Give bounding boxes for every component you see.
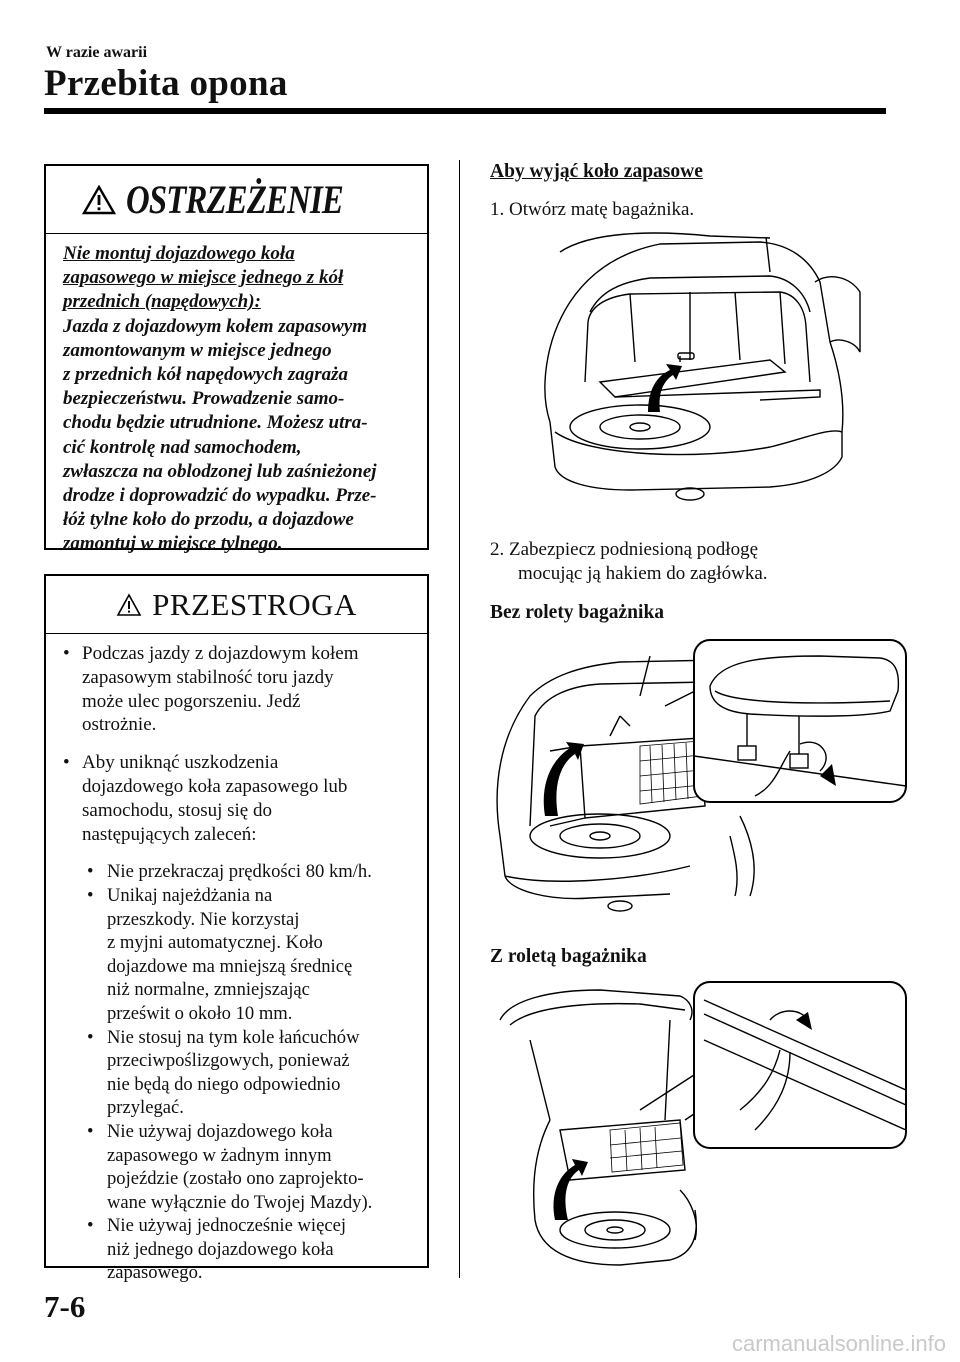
- warning-lead-line: Nie montuj dojazdowego koła: [63, 243, 295, 264]
- warning-body-line: drodze i doprowadzić do wypadku. Prze-: [63, 485, 377, 507]
- warning-body-line: zwłaszcza na oblodzonej lub zaśnieżonej: [63, 460, 377, 482]
- warning-body: [63, 242, 428, 557]
- warning-body-line: Jazda z dojazdowym kołem zapasowym: [63, 315, 368, 337]
- caution-sub-line: prześwit o około 10 mm.: [107, 1002, 293, 1024]
- page-number: 7-6: [44, 1289, 86, 1324]
- caution-bullet-line: • Podczas jazdy z dojazdowym kołem: [82, 643, 359, 664]
- section-heading: Aby wyjąć koło zapasowe: [490, 161, 703, 182]
- caution-sub-line: dojazdowe ma mniejszą średnicę: [107, 955, 353, 977]
- caution-bullet: [60, 642, 420, 737]
- caution-sub-bullet: [60, 1120, 420, 1214]
- caution-sub-line: • Nie używaj jednocześnie więcej: [107, 1215, 347, 1237]
- caution-sub-bullet: [60, 884, 420, 1026]
- caution-bullet-line: • Aby uniknąć uszkodzenia: [82, 752, 279, 774]
- caution-sub-line: zapasowego.: [107, 1262, 203, 1284]
- caution-bullet-line: samochodu, stosuj się do: [82, 799, 272, 821]
- caution-bullet: [60, 751, 420, 846]
- caution-title: PRZESTROGA: [152, 586, 357, 622]
- caution-sub-line: wane wyłącznie do Twojej Mazdy).: [107, 1191, 373, 1213]
- subheading-no-cover: Bez rolety bagażnika: [490, 602, 665, 623]
- step-1: 1. Otwórz matę bagażnika.: [490, 199, 695, 220]
- caution-sub-line: • Unikaj najeżdżania na: [107, 884, 273, 906]
- title-rule: [44, 108, 886, 114]
- warning-lead-line: zapasowego w miejsce jednego z kół: [63, 267, 344, 289]
- trunk-cover-illustration: [490, 980, 910, 1280]
- warning-body-line: zamontowanym w miejsce jednego: [63, 339, 332, 361]
- caution-box: [44, 574, 429, 1284]
- trunk-headrest-illustration: [490, 636, 910, 936]
- caution-triangle-icon: [116, 593, 142, 617]
- watermark: carmanualsonline.info: [731, 1331, 946, 1356]
- caution-sub-bullet: [60, 1214, 420, 1285]
- warning-body-line: chodu będzie utrudnione. Możesz utra-: [63, 412, 368, 434]
- caution-sub-line: niż jednego dojazdowego koła: [107, 1238, 334, 1260]
- caution-sub-line: pojeździe (zostało ono zaprojekto-: [107, 1168, 364, 1190]
- caution-sub-line: z myjni automatycznej. Koło: [107, 932, 323, 954]
- caution-bullet-line: dojazdowego koła zapasowego lub: [82, 775, 348, 797]
- warning-triangle-icon: [82, 185, 116, 215]
- warning-body-line: z przednich kół napędowych zagraża: [63, 364, 349, 386]
- page-title: Przebita opona: [44, 63, 288, 104]
- caution-sub-line: zapasowego w żadnym innym: [107, 1144, 332, 1166]
- caution-sub-line: przylegać.: [107, 1097, 184, 1119]
- warning-box: [44, 164, 429, 555]
- trunk-mat-illustration: [530, 232, 865, 504]
- caution-bullet-line: może ulec pogorszeniu. Jedź: [82, 690, 301, 712]
- step-2-line: 2. Zabezpiecz podniesioną podłogę: [490, 539, 759, 560]
- caution-bullet-line: zapasowym stabilność toru jazdy: [82, 666, 334, 688]
- caution-sub-line: • Nie stosuj na tym kole łańcuchów: [107, 1026, 360, 1048]
- caution-sub-bullet: [60, 1026, 420, 1120]
- caution-sub-line: niż normalne, zmniejszając: [107, 979, 310, 1001]
- caution-sub-line: przeszkody. Nie korzystaj: [107, 908, 300, 930]
- caution-sub-line: nie będą do niego odpowiednio: [107, 1073, 341, 1095]
- warning-header: [46, 166, 427, 234]
- subheading-with-cover: Z roletą bagażnika: [490, 946, 647, 967]
- caution-bullet-line: następujących zaleceń:: [82, 823, 257, 845]
- caution-header: [46, 576, 427, 634]
- step-2-line: mocując ją hakiem do zagłówka.: [518, 563, 768, 584]
- step-2: [490, 538, 878, 586]
- warning-body-line: łóż tylne koło do przodu, a dojazdowe: [63, 509, 354, 531]
- warning-body-line: zamontuj w miejsce tylnego.: [63, 533, 283, 555]
- caution-sub-line: • Nie używaj dojazdowego koła: [107, 1120, 333, 1142]
- caution-sub-bullet: [60, 860, 420, 884]
- section-label: W razie awarii: [46, 44, 148, 61]
- caution-bullet-line: ostrożnie.: [82, 714, 157, 736]
- warning-body-line: bezpieczeństwu. Prowadzenie samo-: [63, 388, 345, 410]
- caution-sub-line: przeciwpoślizgowych, ponieważ: [107, 1050, 350, 1072]
- caution-body: [60, 642, 420, 1285]
- warning-lead-line: przednich (napędowych):: [63, 291, 261, 313]
- column-divider: [459, 160, 460, 1278]
- warning-title: OSTRZEŻENIE: [126, 177, 344, 222]
- warning-body-line: cić kontrolę nad samochodem,: [63, 436, 302, 458]
- caution-sub-line: • Nie przekraczaj prędkości 80 km/h.: [107, 861, 372, 883]
